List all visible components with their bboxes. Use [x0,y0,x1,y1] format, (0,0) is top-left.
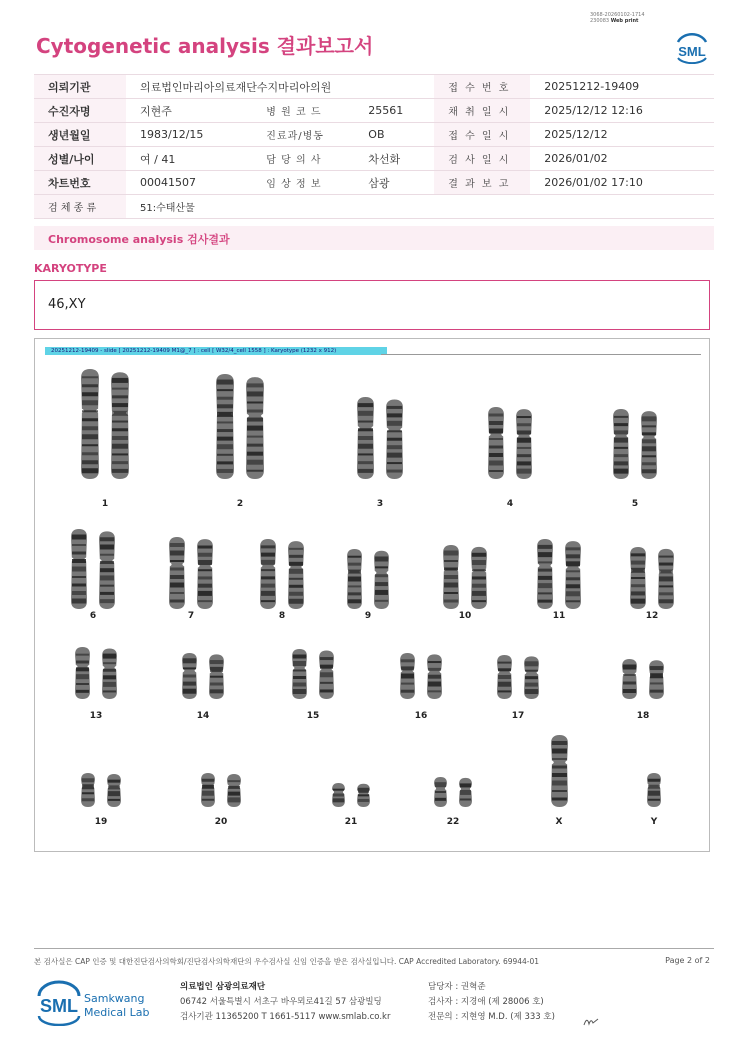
chromatid [292,649,307,699]
chromatid [71,529,87,609]
label-receipt-date: 접 수 일 시 [434,123,530,147]
chromatid [516,409,532,479]
chromosome-label: 16 [414,711,428,721]
chromosome-pair-18 [619,657,667,701]
chromosome-pair-X [546,733,573,809]
chromatid [201,773,215,807]
chromatid [227,774,241,807]
chromosome-label: 1 [101,499,109,509]
report-code [590,12,660,24]
value-sex-age: 여 / 41 [126,147,252,171]
chromosome-pair-13 [72,645,120,701]
chromatid [471,547,487,609]
chromatid [565,541,581,609]
divider [381,354,701,355]
page-number: Page 2 of 2 [665,956,710,965]
chromosome-pair-9 [344,547,392,611]
value-specimen: 51:수태산물 [126,195,714,219]
section-header [34,226,714,250]
chromatid [630,547,646,609]
chromatid [622,659,637,699]
label-birthdate: 생년월일 [34,123,126,147]
chromatid [182,653,197,699]
value-chart-no: 00041507 [126,171,252,195]
info-row [34,123,714,147]
chromosome-label: 7 [187,611,195,621]
label-collection-date: 채 취 일 시 [434,99,530,123]
chromosome-label: 22 [446,817,460,827]
chromatid [386,399,403,479]
chromatid [246,377,264,479]
chromosome-pair-20 [198,771,244,809]
chromosome-pair-22 [431,775,475,809]
lab-address: 06742 서울특별시 서초구 바우뫼로41길 57 삼광빌딩 [180,997,382,1007]
lab-org-name: 의료법인 삼광의료재단 [180,982,266,992]
lab-address-block [180,980,390,1025]
section-title: Chromosome analysis 검사결과 [48,233,230,246]
chromosome-pair-6 [68,527,118,611]
chromosome-label: 21 [344,817,358,827]
label-chart-no: 차트번호 [34,171,126,195]
value-doctor: 차선화 [354,147,434,171]
chromosome-pair-2 [213,372,267,481]
chromosome-pair-11 [534,537,584,611]
staff-specialist: 전문의 : 지현영 M.D. (제 333 호) [428,1012,555,1022]
label-sex-age: 성별/나이 [34,147,126,171]
chromosome-label: 13 [89,711,103,721]
chromosome-pair-16 [397,651,445,701]
label-patient-name: 수진자명 [34,99,126,123]
chromatid [488,407,504,479]
label-department: 진료과/병동 [252,123,354,147]
chromatid [169,537,185,609]
chromosome-label: 8 [278,611,286,621]
karyotype-value: 46,XY [48,297,86,312]
chromosome-label: 17 [511,711,525,721]
chromosome-label: 12 [645,611,659,621]
value-department: OB [354,123,434,147]
chromatid [99,531,115,609]
chromosome-label: 6 [89,611,97,621]
info-row [34,75,714,99]
chromosome-pair-10 [440,543,490,611]
chromatid [209,654,224,699]
chromosome-label: 9 [364,611,372,621]
chromosome-pair-14 [179,651,227,701]
label-clinical-info: 임 상 정 보 [252,171,354,195]
footer-logo-sub1: Samkwang [84,992,145,1005]
svg-text:SML: SML [678,44,706,59]
chromosome-label: 15 [306,711,320,721]
chromosome-label: 20 [214,817,228,827]
info-row [34,195,714,219]
chromatid [459,778,472,807]
karyotype-result-box [34,280,710,330]
chromosome-pair-8 [257,537,307,611]
value-receipt-no: 20251212-19409 [530,75,714,99]
footer-logo-main: SML [40,996,78,1016]
value-hospital-code: 25561 [354,99,434,123]
value-collection-date: 2025/12/12 12:16 [530,99,714,123]
chromatid [260,539,276,609]
staff-tester: 검사자 : 지경애 (제 28006 호) [428,997,544,1007]
chromatid [288,541,304,609]
chromosome-label: 19 [94,817,108,827]
chromatid [319,651,334,700]
chromatid [216,374,234,479]
karyotype-label: KARYOTYPE [34,262,107,275]
chromosome-pair-3 [354,395,406,481]
report-code-line2: 230083 Web print [590,18,639,24]
chromatid [347,549,362,609]
chromatid [641,411,657,479]
chromosome-label: X [555,817,563,827]
label-specimen: 검 체 종 류 [34,195,126,219]
chromosome-pair-5 [610,407,660,481]
chromatid [400,653,415,699]
footer-logo-sub2: Medical Lab [84,1006,150,1019]
chromosome-pair-19 [78,771,124,809]
label-doctor: 담 당 의 사 [252,147,354,171]
chromatid [434,777,447,807]
chromatid [647,773,661,807]
page-title: Cytogenetic analysis 결과보고서 [36,34,374,58]
info-row [34,171,714,195]
chromatid [524,656,539,699]
chromatid [75,647,90,699]
signature [582,1012,600,1024]
value-requester: 의료법인마리아의료재단수지마리아의원 [126,75,434,99]
chromatid [537,539,553,609]
chromosome-pair-Y [642,771,666,809]
label-requester: 의뢰기관 [34,75,126,99]
chromatid [102,649,117,699]
report-code-line: 3068-20260102-1714 [590,12,645,18]
info-row [34,147,714,171]
chromosome-pair-17 [494,653,542,701]
chromosome-label: 5 [631,499,639,509]
chromosome-label: 3 [376,499,384,509]
karyogram-image [34,338,710,852]
chromosome-label: 14 [196,711,210,721]
chromosome-label: 18 [636,711,650,721]
chromosome-pair-15 [289,647,337,701]
lab-contact: 검사기관 11365200 T 1661-5117 www.smlab.co.kr [180,1012,391,1022]
label-report-date: 결 과 보 고 [434,171,530,195]
chromosome-label: 4 [506,499,514,509]
label-test-date: 검 사 일 시 [434,147,530,171]
value-birthdate: 1983/12/15 [126,123,252,147]
sml-logo [672,28,712,64]
chromatid [443,545,459,609]
chromosome-pair-1 [78,367,132,481]
chromatid [81,773,95,807]
chromosome-pair-7 [166,535,216,611]
chromosome-pair-4 [485,405,535,481]
value-patient-name: 지현주 [126,99,252,123]
footer-logo [36,980,166,1026]
chromatid [107,774,121,807]
patient-info-table [34,74,714,219]
chromosome-label: 10 [458,611,472,621]
chromatid [374,551,389,609]
value-clinical-info: 삼광 [354,171,434,195]
label-hospital-code: 병 원 코 드 [252,99,354,123]
chromatid [357,784,370,807]
chromosome-pair-21 [329,781,373,809]
chromatid [81,369,99,479]
chromatid [658,549,674,609]
chromatid [357,397,374,479]
chromatid [497,655,512,699]
chromosome-label: Y [650,817,658,827]
value-receipt-date: 2025/12/12 [530,123,714,147]
chromatid [332,783,345,807]
divider [34,948,714,949]
chromatid [551,735,568,807]
chromatid [111,372,129,479]
chromosome-label: 11 [552,611,566,621]
certification-note: 본 검사실은 CAP 인증 및 대한진단검사의학회/진단검사의학재단의 우수검사실 신임 인증을 받은 검사실입니다. CAP Accredited Laboratory. 69944-01 [34,957,540,966]
chromatid [613,409,629,479]
info-row [34,99,714,123]
chromosome-label: 2 [236,499,244,509]
staff-manager: 담당자 : 권혁준 [428,982,486,992]
chromosome-pair-12 [627,545,677,611]
karyogram-caption: 20251212-19409 - slide [ 20251212-19409 M1@_7 ] : cell [ W32/4_cell 1558 ] : Karyotype (1232 x 912) [45,347,387,355]
chromatid [197,539,213,609]
staff-block [428,980,555,1025]
label-receipt-no: 접 수 번 호 [434,75,530,99]
chromatid [427,654,442,699]
value-test-date: 2026/01/02 [530,147,714,171]
value-report-date: 2026/01/02 17:10 [530,171,714,195]
chromatid [649,660,664,699]
